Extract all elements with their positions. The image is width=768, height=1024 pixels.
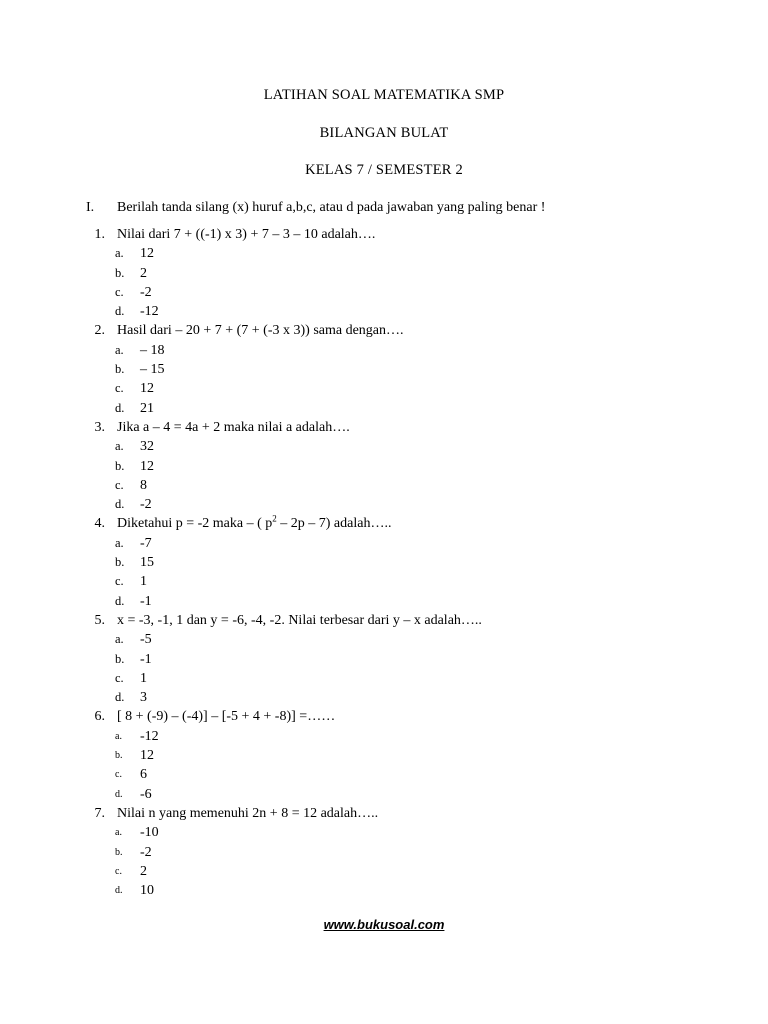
answer-option[interactable] <box>0 727 768 746</box>
option-text: -2 <box>140 844 152 860</box>
option-letter: b. <box>115 555 125 570</box>
option-letter: c. <box>115 670 124 685</box>
option-text: 21 <box>140 400 154 416</box>
question-text: [ 8 + (-9) – (-4)] – [-5 + 4 + -8)] =…… <box>117 709 336 725</box>
question-number: 7. <box>94 805 105 821</box>
answer-option[interactable] <box>0 379 768 398</box>
option-text: -2 <box>140 284 152 300</box>
option-letter: c. <box>115 769 122 781</box>
option-text: 15 <box>140 555 154 571</box>
answer-option[interactable] <box>0 457 768 476</box>
option-letter: a. <box>115 730 122 742</box>
question-item <box>0 418 768 514</box>
question-number: 3. <box>94 419 105 435</box>
option-text: 12 <box>140 246 154 262</box>
section-instruction: Berilah tanda silang (x) huruf a,b,c, atau d pada jawaban yang paling benar ! <box>117 200 546 215</box>
answer-option[interactable] <box>0 630 768 649</box>
question-text: Nilai dari 7 + ((-1) x 3) + 7 – 3 – 10 adalah…. <box>117 227 376 242</box>
option-letter: b. <box>115 458 125 473</box>
answer-option[interactable] <box>0 244 768 263</box>
question-item <box>0 707 768 803</box>
option-letter: b. <box>115 265 125 280</box>
question-item <box>0 804 768 900</box>
answer-option[interactable] <box>0 669 768 688</box>
option-letter: d. <box>115 497 125 512</box>
answer-option[interactable] <box>0 688 768 707</box>
question-item <box>0 611 768 707</box>
question-text <box>117 514 391 533</box>
option-letter: b. <box>115 651 125 666</box>
option-text: -10 <box>140 825 159 841</box>
option-text: -2 <box>140 497 152 513</box>
question-number: 1. <box>94 227 105 242</box>
answer-option[interactable] <box>0 592 768 611</box>
option-letter: c. <box>115 284 124 299</box>
option-text: -1 <box>140 593 152 609</box>
option-text: 6 <box>140 767 147 783</box>
answer-option[interactable] <box>0 360 768 379</box>
option-text: -1 <box>140 651 152 667</box>
option-letter: c. <box>115 574 124 589</box>
question-line <box>0 707 768 726</box>
question-item <box>0 514 768 610</box>
question-text: Jika a – 4 = 4a + 2 maka nilai a adalah…. <box>117 419 350 435</box>
answer-option[interactable] <box>0 881 768 900</box>
question-text: Hasil dari – 20 + 7 + (7 + (-3 x 3)) sama dengan…. <box>117 323 404 339</box>
answer-option[interactable] <box>0 553 768 572</box>
question-list <box>0 225 768 900</box>
option-letter: a. <box>115 439 124 454</box>
footer-website-link[interactable]: www.bukusoal.com <box>323 917 445 932</box>
option-letter: c. <box>115 381 124 396</box>
option-letter: d. <box>115 788 123 800</box>
question-number: 4. <box>94 516 105 532</box>
option-text: – 15 <box>140 362 165 378</box>
answer-option[interactable] <box>0 650 768 669</box>
question-line <box>0 225 768 244</box>
answer-option[interactable] <box>0 399 768 418</box>
answer-option[interactable] <box>0 862 768 881</box>
question-line <box>0 514 768 533</box>
document-title: LATIHAN SOAL MATEMATIKA SMP <box>263 87 505 103</box>
document-subtitle: BILANGAN BULAT <box>319 125 449 141</box>
question-text: x = -3, -1, 1 dan y = -6, -4, -2. Nilai terbesar dari y – x adalah….. <box>117 612 482 628</box>
option-letter: b. <box>115 750 123 762</box>
question-item <box>0 321 768 417</box>
option-text: 32 <box>140 439 154 455</box>
option-letter: b. <box>115 846 123 858</box>
option-letter: b. <box>115 362 125 377</box>
answer-option[interactable] <box>0 534 768 553</box>
answer-option[interactable] <box>0 341 768 360</box>
answer-option[interactable] <box>0 476 768 495</box>
answer-option[interactable] <box>0 283 768 302</box>
option-letter: d. <box>115 885 123 897</box>
answer-option[interactable] <box>0 495 768 514</box>
option-text: 12 <box>140 748 154 764</box>
question-text-part: – 2p – 7) adalah….. <box>276 516 392 532</box>
option-text: 1 <box>140 670 147 686</box>
question-text-part: Diketahui p = -2 maka – ( p <box>117 516 273 532</box>
option-text: -7 <box>140 535 152 551</box>
answer-option[interactable] <box>0 765 768 784</box>
answer-option[interactable] <box>0 746 768 765</box>
answer-option[interactable] <box>0 437 768 456</box>
option-letter: a. <box>115 827 122 839</box>
option-letter: d. <box>115 400 125 415</box>
option-letter: c. <box>115 865 122 877</box>
option-text: -12 <box>140 304 159 320</box>
option-letter: d. <box>115 690 125 705</box>
section-numeral: I. <box>86 200 95 215</box>
option-letter: a. <box>115 342 124 357</box>
question-number: 5. <box>94 612 105 628</box>
answer-option[interactable] <box>0 823 768 842</box>
option-text: -6 <box>140 786 152 802</box>
option-text: 1 <box>140 574 147 590</box>
class-info: KELAS 7 / SEMESTER 2 <box>305 162 463 178</box>
option-text: – 18 <box>140 342 165 358</box>
answer-option[interactable] <box>0 264 768 283</box>
option-letter: a. <box>115 246 124 261</box>
option-text: 12 <box>140 458 154 474</box>
question-line <box>0 418 768 437</box>
option-text: -12 <box>140 728 159 744</box>
option-letter: d. <box>115 593 125 608</box>
answer-option[interactable] <box>0 572 768 591</box>
option-text: -5 <box>140 632 152 648</box>
option-text: 2 <box>140 265 147 281</box>
option-letter: a. <box>115 535 124 550</box>
question-line <box>0 611 768 630</box>
option-text: 2 <box>140 863 147 879</box>
question-line <box>0 321 768 340</box>
option-text: 12 <box>140 381 154 397</box>
question-item <box>0 225 768 321</box>
option-letter: c. <box>115 477 124 492</box>
question-number: 2. <box>94 323 105 339</box>
question-text: Nilai n yang memenuhi 2n + 8 = 12 adalah….. <box>117 805 379 821</box>
option-text: 3 <box>140 690 147 706</box>
question-number: 6. <box>94 709 105 725</box>
option-letter: a. <box>115 632 124 647</box>
option-letter: d. <box>115 304 125 319</box>
answer-option[interactable] <box>0 843 768 862</box>
exponent: 2 <box>272 513 277 524</box>
option-text: 10 <box>140 883 154 899</box>
answer-option[interactable] <box>0 302 768 321</box>
option-text: 8 <box>140 477 147 493</box>
answer-option[interactable] <box>0 785 768 804</box>
question-line <box>0 804 768 823</box>
